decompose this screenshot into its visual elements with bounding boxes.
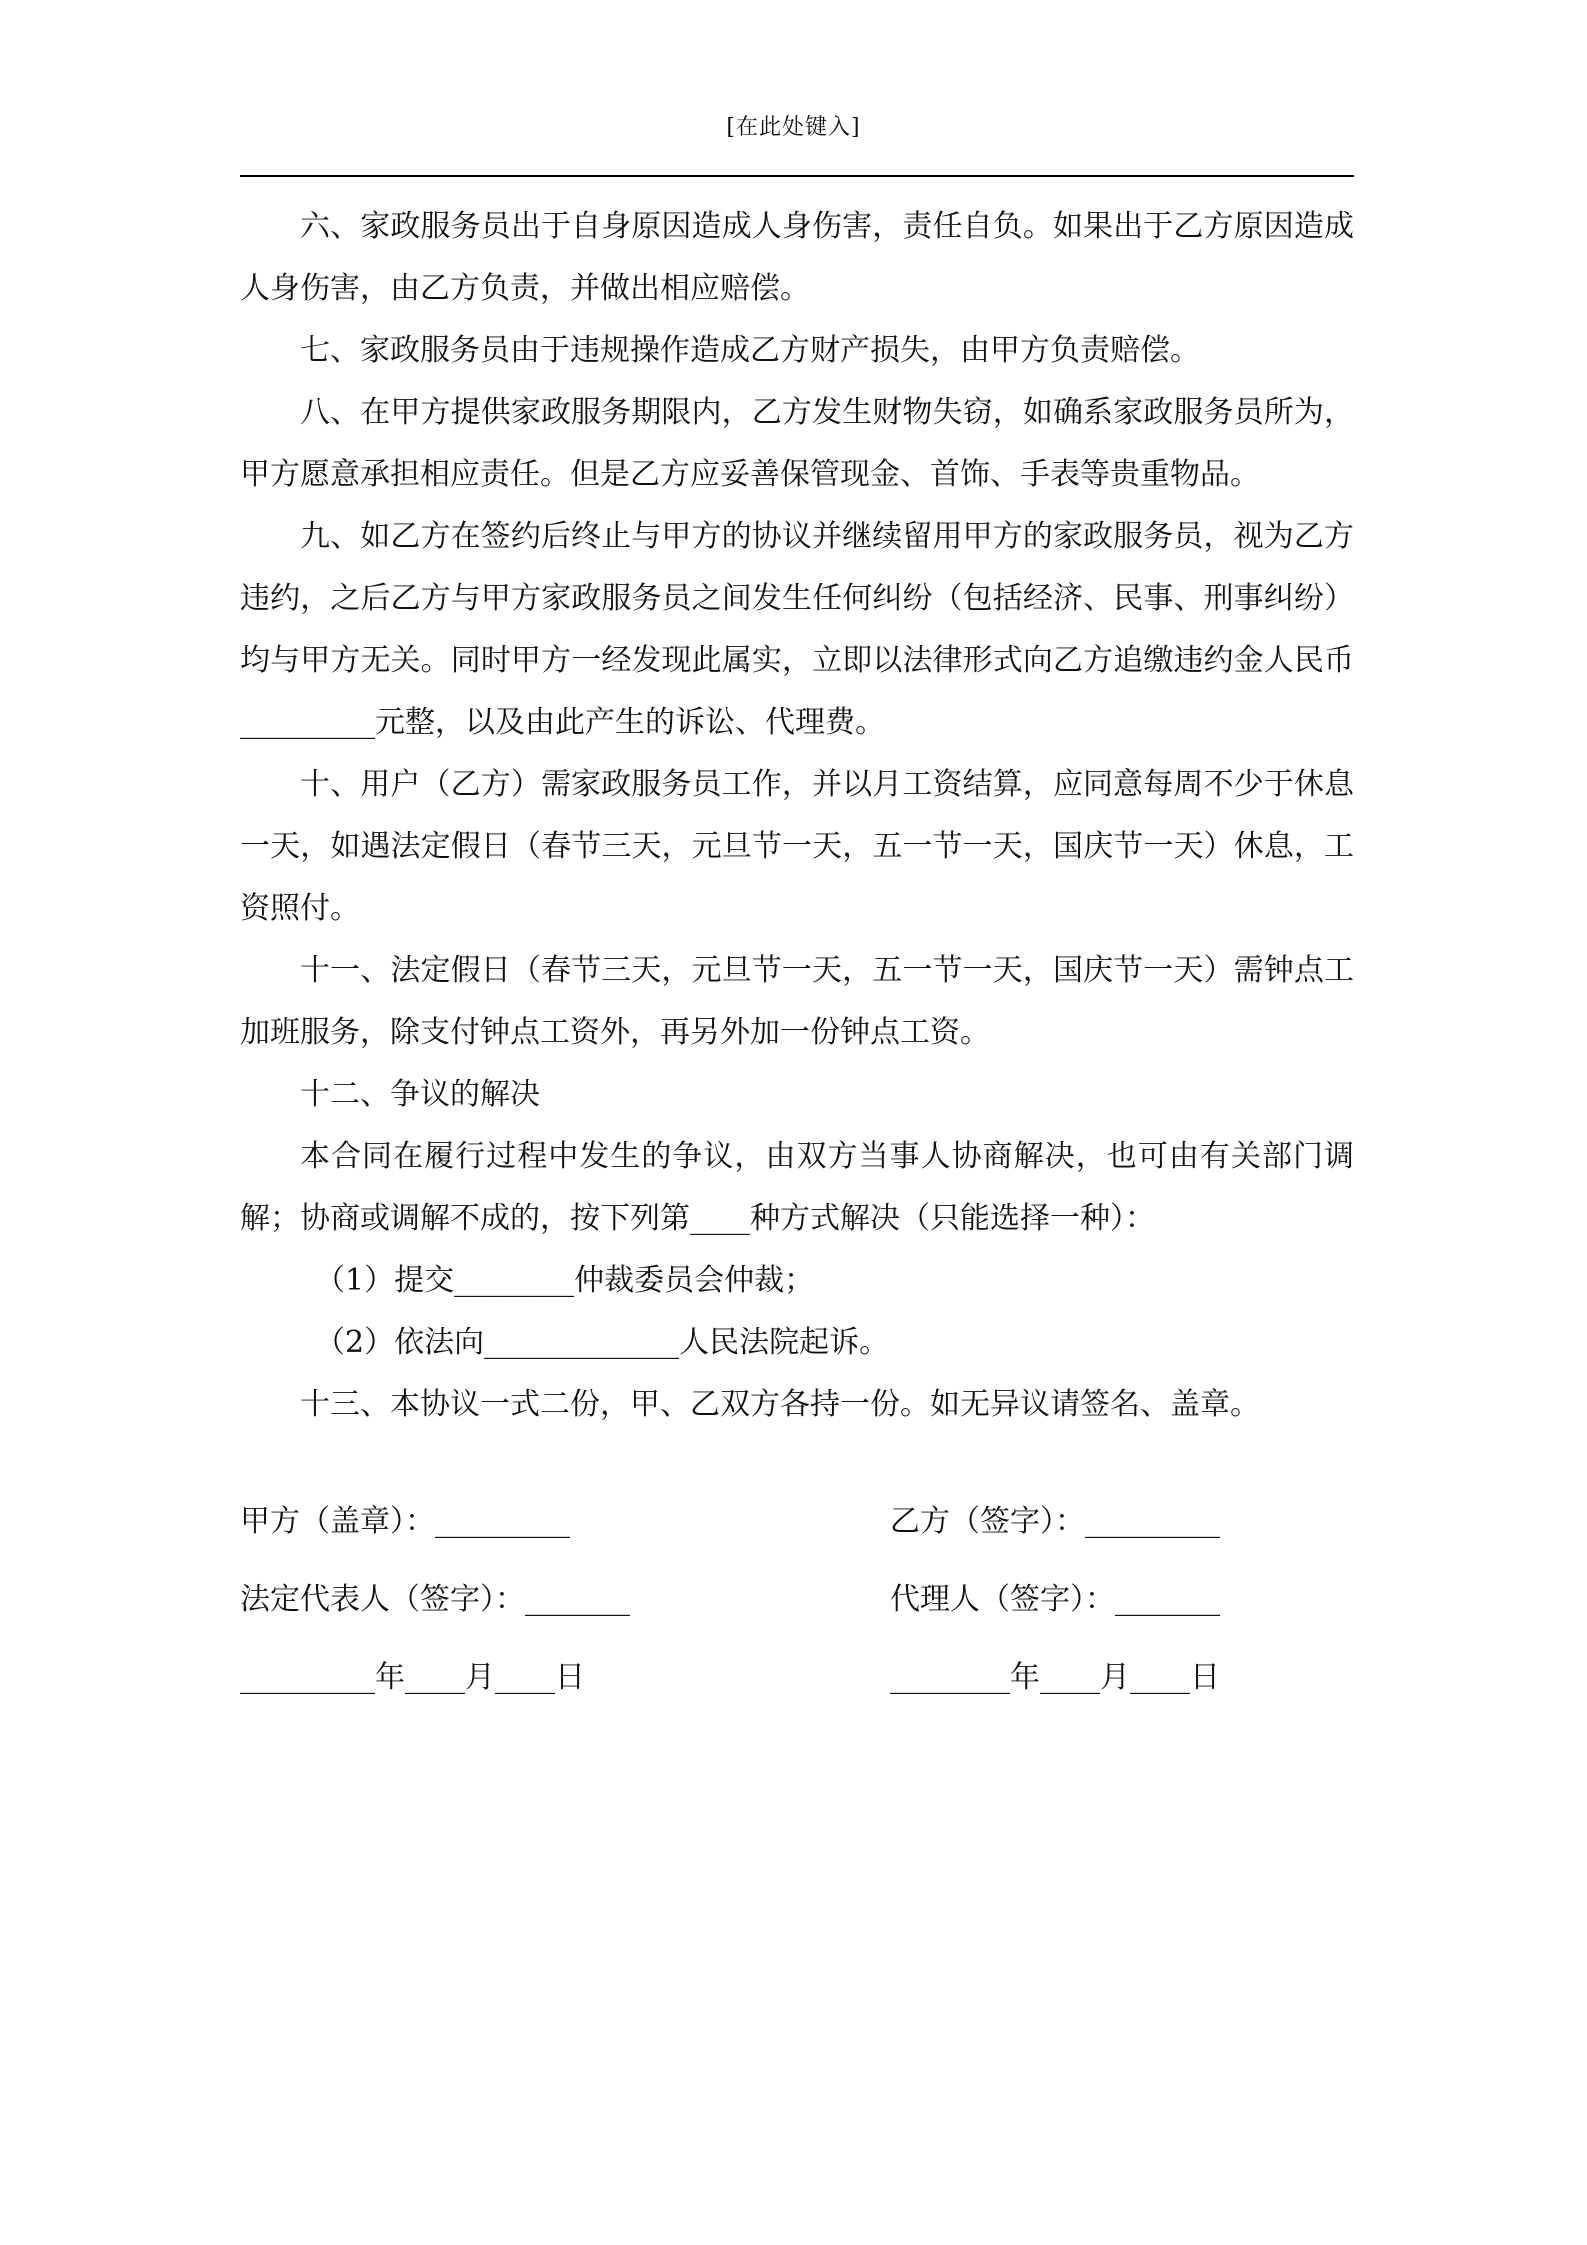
page-header: [在此处键入] bbox=[726, 115, 861, 140]
signature-row-parties bbox=[240, 1497, 1354, 1547]
date-line-left: _________年____月____日 bbox=[240, 1660, 585, 1695]
agent-sign-line: 代理人（签字）：_______ bbox=[890, 1582, 1220, 1617]
header-divider bbox=[240, 175, 1354, 177]
contract-body bbox=[240, 196, 1354, 1436]
clause-11: 十一、法定假日（春节三天，元旦节一天，五一节一天，国庆节一天）需钟点工加班服务，除支付钟点工资外，再另外加一份钟点工资。 bbox=[240, 953, 1354, 1050]
date-line-right: ________年____月____日 bbox=[890, 1660, 1220, 1695]
clause-7: 七、家政服务员由于违规操作造成乙方财产损失，由甲方负责赔偿。 bbox=[300, 333, 1200, 368]
clause-6: 六、家政服务员出于自身原因造成人身伤害，责任自负。如果出于乙方原因造成人身伤害，由乙方负责，并做出相应赔偿。 bbox=[240, 209, 1354, 306]
clause-12-heading: 十二、争议的解决 bbox=[300, 1077, 540, 1112]
clause-9: 九、如乙方在签约后终止与甲方的协议并继续留用甲方的家政服务员，视为乙方违约，之后乙方与甲方家政服务员之间发生任何纠纷（包括经济、民事、刑事纠纷）均与甲方无关。同时甲方一经发现此属实，立即以法律形式向乙方追缴违约金人民币_________元整，以及由此产生的诉讼、代理费。 bbox=[240, 519, 1354, 740]
party-b-sign-line: 乙方（签字）：_________ bbox=[890, 1504, 1220, 1539]
signature-row-dates bbox=[240, 1653, 1354, 1703]
signature-row-representatives bbox=[240, 1575, 1354, 1625]
party-a-seal-line: 甲方（盖章）：_________ bbox=[240, 1504, 570, 1539]
dispute-resolution-text: 本合同在履行过程中发生的争议，由双方当事人协商解决，也可由有关部门调解；协商或调解不成的，按下列第____种方式解决（只能选择一种）： bbox=[240, 1139, 1354, 1236]
clause-10: 十、用户（乙方）需家政服务员工作，并以月工资结算，应同意每周不少于休息一天，如遇法定假日（春节三天，元旦节一天，五一节一天，国庆节一天）休息，工资照付。 bbox=[240, 767, 1354, 926]
option-litigation: （2）依法向_____________人民法院起诉。 bbox=[315, 1325, 890, 1360]
legal-rep-sign-line: 法定代表人（签字）：_______ bbox=[240, 1582, 630, 1617]
clause-8: 八、在甲方提供家政服务期限内，乙方发生财物失窃，如确系家政服务员所为，甲方愿意承担相应责任。但是乙方应妥善保管现金、首饰、手表等贵重物品。 bbox=[240, 395, 1354, 492]
clause-13: 十三、本协议一式二份，甲、乙双方各持一份。如无异议请签名、盖章。 bbox=[300, 1387, 1260, 1422]
option-arbitration: （1）提交________仲裁委员会仲裁； bbox=[315, 1263, 815, 1298]
